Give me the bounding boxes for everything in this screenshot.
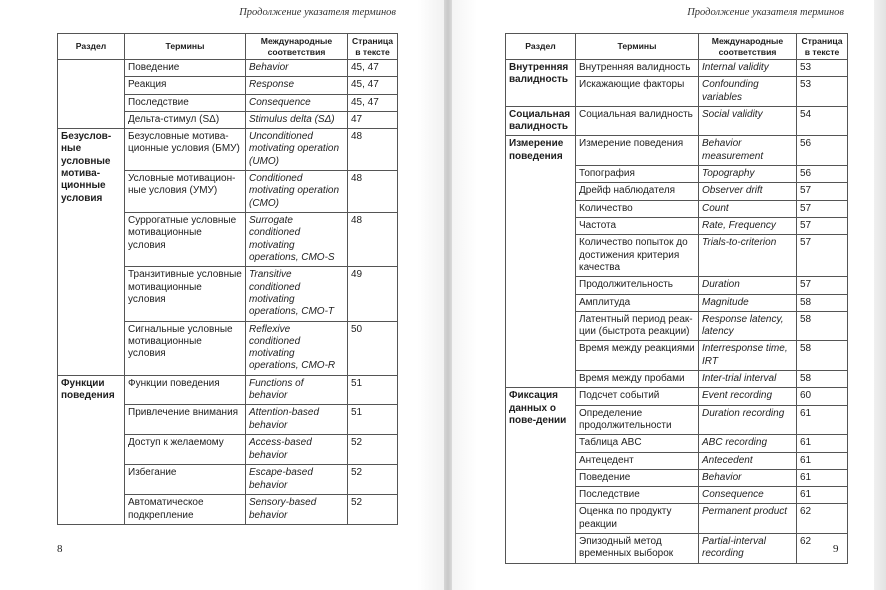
page-number-cell: 58 [797,341,848,371]
page-number-cell: 57 [797,200,848,217]
term-cell: Автоматическое подкрепление [125,495,246,525]
section-cell: Внутренняя валидность [506,60,576,107]
section-cell: Социальная валидность [506,106,576,136]
running-head: Продолжение указателя терминов [239,7,396,18]
term-cell: Оценка по продукту реакции [576,504,699,534]
international-term-cell: Internal validity [699,60,797,77]
column-header-section: Раздел [58,34,125,60]
page-number-cell: 58 [797,371,848,388]
page-number-cell: 54 [797,106,848,136]
term-cell: Латентный период реак-ции (быстрота реакции) [576,311,699,341]
term-cell: Последствие [125,94,246,111]
page-number-cell: 62 [797,504,848,534]
term-cell: Антецедент [576,452,699,469]
international-term-cell: Permanent product [699,504,797,534]
page-number-cell: 56 [797,136,848,166]
international-term-cell: Behavior measurement [699,136,797,166]
term-cell: Внутренняя валидность [576,60,699,77]
column-header-section: Раздел [506,34,576,60]
international-term-cell: Count [699,200,797,217]
page-number: 8 [57,543,63,555]
international-term-cell: Behavior [246,60,348,77]
international-term-cell: Response latency, latency [699,311,797,341]
term-cell: Безусловные мотива-ционные условия (БМУ) [125,129,246,171]
term-cell: Сигнальные условные мотивационные условия [125,321,246,375]
international-term-cell: Social validity [699,106,797,136]
page-edge-shadow [874,0,886,590]
page-number-cell: 60 [797,388,848,405]
international-term-cell: Behavior [699,469,797,486]
page-number-cell: 48 [348,129,398,171]
page-number-cell: 58 [797,294,848,311]
term-cell: Амплитуда [576,294,699,311]
term-cell: Частота [576,217,699,234]
page-number-cell: 61 [797,469,848,486]
page-number-cell: 51 [348,405,398,435]
term-cell: Избегание [125,465,246,495]
term-cell: Таблица ABC [576,435,699,452]
column-header-international: Международные соответствия [699,34,797,60]
international-term-cell: Trials-to-criterion [699,235,797,277]
table-header-row [58,34,398,60]
page-number-cell: 58 [797,311,848,341]
table-row [506,136,848,166]
page-number-cell: 53 [797,77,848,107]
term-cell: Условные мотивацион-ные условия (УМУ) [125,171,246,213]
table-row [58,60,398,77]
page-number-cell: 47 [348,111,398,128]
term-cell: Реакция [125,77,246,94]
page-number-cell: 61 [797,435,848,452]
page-number: 9 [833,543,839,555]
page-number-cell: 57 [797,183,848,200]
section-cell: Фиксация данных о пове-дении [506,388,576,563]
international-term-cell: Conditioned motivating operation (CMO) [246,171,348,213]
section-cell [58,60,125,129]
international-term-cell: Stimulus delta (SΔ) [246,111,348,128]
index-table [505,33,848,564]
international-term-cell: Rate, Frequency [699,217,797,234]
book-gutter [444,0,452,590]
international-term-cell: Magnitude [699,294,797,311]
term-cell: Привлечение внимания [125,405,246,435]
international-term-cell: Transitive conditioned motivating operations, CMO-T [246,267,348,321]
international-term-cell: Access-based behavior [246,435,348,465]
page-number-cell: 45, 47 [348,60,398,77]
section-cell: Измерение поведения [506,136,576,388]
term-cell: Время между реакциями [576,341,699,371]
column-header-page: Страница в тексте [348,34,398,60]
page-number-cell: 52 [348,435,398,465]
term-cell: Дрейф наблюдателя [576,183,699,200]
international-term-cell: Consequence [246,94,348,111]
index-table [57,33,398,525]
international-term-cell: Duration [699,277,797,294]
column-header-terms: Термины [125,34,246,60]
page-number-cell: 57 [797,235,848,277]
international-term-cell: Event recording [699,388,797,405]
page-number-cell: 57 [797,217,848,234]
table-row [506,106,848,136]
international-term-cell: Inter-trial interval [699,371,797,388]
page-number-cell: 62 [797,534,848,564]
page-number-cell: 52 [348,495,398,525]
international-term-cell: Surrogate conditioned motivating operations, CMO-S [246,213,348,267]
page-number-cell: 48 [348,171,398,213]
international-term-cell: Unconditioned motivating operation (UMO) [246,129,348,171]
term-cell: Искажающие факторы [576,77,699,107]
term-cell: Доступ к желаемому [125,435,246,465]
term-cell: Количество попыток до достижения критерия качества [576,235,699,277]
page-number-cell: 51 [348,375,398,405]
international-term-cell: Reflexive conditioned motivating operations, CMO-R [246,321,348,375]
international-term-cell: Interresponse time, IRT [699,341,797,371]
page-number-cell: 50 [348,321,398,375]
table-row [506,60,848,77]
international-term-cell: Partial-interval recording [699,534,797,564]
international-term-cell: Sensory-based behavior [246,495,348,525]
running-head: Продолжение указателя терминов [687,7,844,18]
column-header-terms: Термины [576,34,699,60]
page-number-cell: 48 [348,213,398,267]
page-number-cell: 61 [797,452,848,469]
international-term-cell: Consequence [699,487,797,504]
term-cell: Поведение [576,469,699,486]
term-cell: Определение продолжительности [576,405,699,435]
column-header-international: Международные соответствия [246,34,348,60]
page-number-cell: 52 [348,465,398,495]
term-cell: Топография [576,166,699,183]
table-row [58,129,398,171]
right-page [452,0,874,590]
page-number-cell: 61 [797,487,848,504]
term-cell: Транзитивные условные мотивационные условия [125,267,246,321]
page-number-cell: 57 [797,277,848,294]
international-term-cell: Duration recording [699,405,797,435]
page-number-cell: 56 [797,166,848,183]
international-term-cell: Antecedent [699,452,797,469]
term-cell: Эпизодный метод временных выборок [576,534,699,564]
international-term-cell: Escape-based behavior [246,465,348,495]
page-number-cell: 61 [797,405,848,435]
international-term-cell: Attention-based behavior [246,405,348,435]
international-term-cell: ABC recording [699,435,797,452]
page-number-cell: 53 [797,60,848,77]
international-term-cell: Response [246,77,348,94]
term-cell: Подсчет событий [576,388,699,405]
term-cell: Количество [576,200,699,217]
section-cell: Безуслов-ные условные мотива-ционные условия [58,129,125,376]
international-term-cell: Observer drift [699,183,797,200]
term-cell: Последствие [576,487,699,504]
term-cell: Время между пробами [576,371,699,388]
table-row [506,388,848,405]
term-cell: Продолжительность [576,277,699,294]
term-cell: Суррогатные условные мотивационные условия [125,213,246,267]
term-cell: Поведение [125,60,246,77]
table-row [58,375,398,405]
term-cell: Функции поведения [125,375,246,405]
international-term-cell: Functions of behavior [246,375,348,405]
international-term-cell: Topography [699,166,797,183]
international-term-cell: Confounding variables [699,77,797,107]
term-cell: Измерение поведения [576,136,699,166]
term-cell: Социальная валидность [576,106,699,136]
page-number-cell: 49 [348,267,398,321]
column-header-page: Страница в тексте [797,34,848,60]
term-cell: Дельта-стимул (SΔ) [125,111,246,128]
section-cell: Функции поведения [58,375,125,525]
page-number-cell: 45, 47 [348,94,398,111]
table-header-row [506,34,848,60]
page-number-cell: 45, 47 [348,77,398,94]
